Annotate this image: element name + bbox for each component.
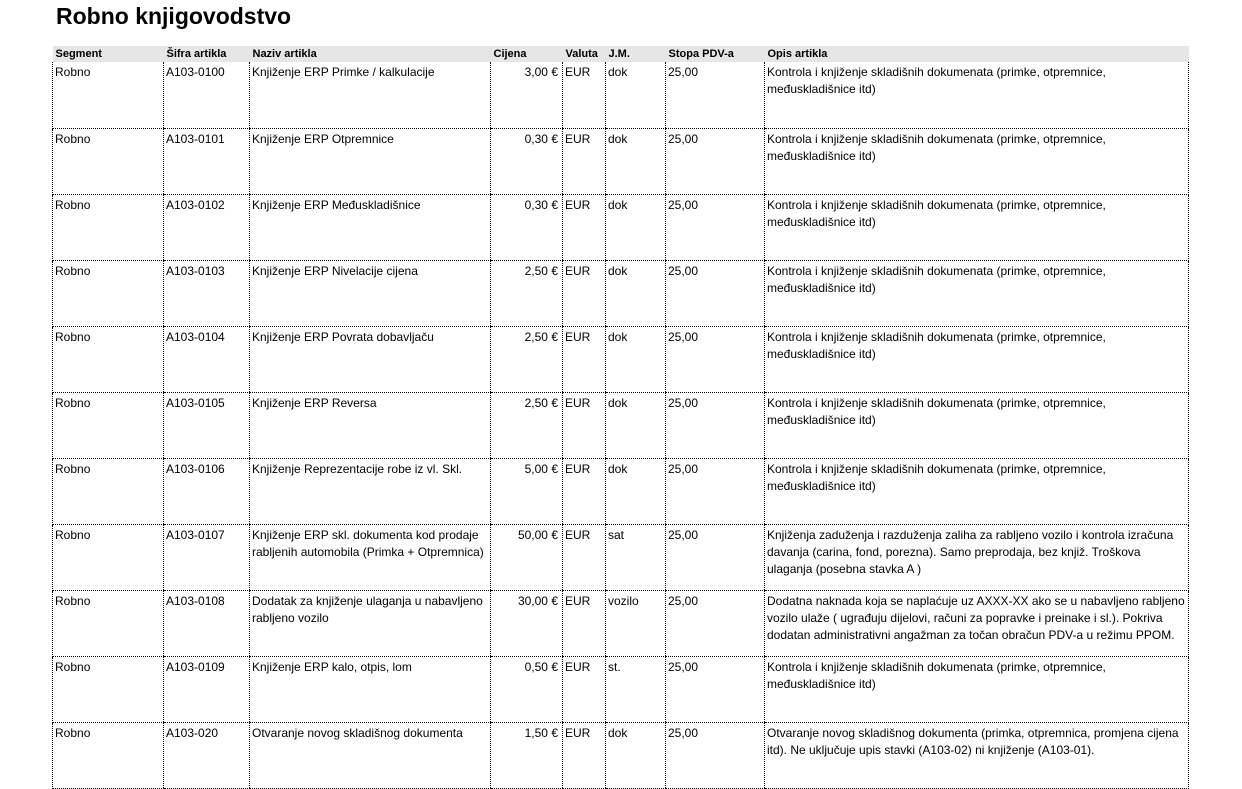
- cell-naziv-text: Knjiženje ERP Međuskladišnice: [252, 197, 421, 212]
- cell-sifra-text: A103-0101: [166, 131, 225, 146]
- cell-naziv: [250, 392, 491, 458]
- cell-pdv: [666, 326, 765, 392]
- cell-pdv-text: 25,00: [668, 131, 699, 146]
- cell-valuta: [563, 326, 606, 392]
- cell-sifra-text: A103-020: [166, 725, 219, 740]
- cell-jm: [606, 524, 666, 590]
- cell-jm: [606, 392, 666, 458]
- cell-opis: [765, 722, 1189, 788]
- cell-jm-text: dok: [608, 263, 628, 278]
- cell-opis-text: Otvaranje novog skladišnog dokumenta (primka, otpremnica, promjena cijena itd). Ne uključuje upis stavki (A103-02) ni knjiženje (A103-01).: [767, 725, 1179, 757]
- cell-segment: [53, 656, 164, 722]
- cell-naziv-text: Knjiženje ERP kalo, otpis, lom: [252, 659, 412, 674]
- cell-sifra: [164, 62, 250, 128]
- cell-sifra-text: A103-0103: [166, 263, 225, 278]
- table-row: [53, 260, 1189, 326]
- table-row: [53, 524, 1189, 590]
- cell-naziv-text: Knjiženje Reprezentacije robe iz vl. Skl.: [252, 461, 463, 476]
- cell-sifra-text: A103-0109: [166, 659, 225, 674]
- cell-jm: [606, 590, 666, 656]
- cell-sifra-text: A103-0108: [166, 593, 225, 608]
- column-header-segment: Segment: [55, 48, 102, 60]
- cell-pdv: [666, 128, 765, 194]
- cell-segment: [53, 62, 164, 128]
- page-title: Robno knjigovodstvo: [56, 3, 292, 29]
- cell-pdv: [666, 392, 765, 458]
- cell-jm-text: dok: [608, 65, 628, 79]
- cell-segment-text: Robno: [55, 593, 91, 608]
- table-row: [53, 722, 1189, 788]
- cell-cijena: [491, 458, 563, 524]
- cell-opis-text: Kontrola i knjiženje skladišnih dokumenata (primke, otpremnice, međuskladišnice itd): [767, 395, 1106, 427]
- cell-sifra-text: A103-0107: [166, 527, 225, 542]
- cell-pdv: [666, 458, 765, 524]
- cell-cijena: [491, 392, 563, 458]
- cell-opis: [765, 128, 1189, 194]
- cell-segment-text: Robno: [55, 329, 91, 344]
- cell-cijena-text: 0,30 €: [524, 131, 558, 146]
- cell-segment: [53, 458, 164, 524]
- column-header-cijena: Cijena: [493, 48, 527, 60]
- cell-jm-text: dok: [608, 395, 628, 410]
- cell-sifra: [164, 722, 250, 788]
- cell-valuta-text: EUR: [565, 263, 591, 278]
- cell-naziv-text: Knjiženje ERP Povrata dobavljaču: [252, 329, 434, 344]
- cell-pdv-text: 25,00: [668, 65, 699, 79]
- cell-cijena: [491, 194, 563, 260]
- column-header-sifra: Šifra artikla: [166, 48, 227, 60]
- cell-cijena: [491, 524, 563, 590]
- cell-valuta-text: EUR: [565, 461, 591, 476]
- cell-opis: [765, 656, 1189, 722]
- cell-cijena: [491, 260, 563, 326]
- cell-segment-text: Robno: [55, 461, 91, 476]
- cell-segment-text: Robno: [55, 395, 91, 410]
- cell-naziv: [250, 260, 491, 326]
- cell-valuta: [563, 392, 606, 458]
- cell-sifra-text: A103-0105: [166, 395, 225, 410]
- cell-jm-text: vozilo: [608, 593, 639, 608]
- cell-valuta-text: EUR: [565, 527, 591, 542]
- cell-valuta: [563, 524, 606, 590]
- cell-valuta: [563, 656, 606, 722]
- cell-naziv: [250, 194, 491, 260]
- cell-cijena-text: 1,50 €: [524, 725, 558, 740]
- cell-cijena: [491, 722, 563, 788]
- cell-jm: [606, 458, 666, 524]
- cell-naziv: [250, 524, 491, 590]
- cell-segment: [53, 392, 164, 458]
- cell-opis: [765, 194, 1189, 260]
- cell-sifra-text: A103-0104: [166, 329, 225, 344]
- cell-pdv-text: 25,00: [668, 659, 699, 674]
- cell-opis: [765, 524, 1189, 590]
- column-header-jm: J.M.: [608, 48, 630, 60]
- cell-segment: [53, 722, 164, 788]
- column-header-opis: Opis artikla: [767, 48, 828, 60]
- table-row: [53, 62, 1189, 128]
- table-row: [53, 458, 1189, 524]
- cell-valuta: [563, 458, 606, 524]
- cell-naziv: [250, 458, 491, 524]
- cell-opis: [765, 326, 1189, 392]
- cell-valuta-text: EUR: [565, 395, 591, 410]
- cell-segment-text: Robno: [55, 527, 91, 542]
- cell-cijena-text: 50,00 €: [517, 527, 558, 542]
- cell-valuta-text: EUR: [565, 725, 591, 740]
- cell-opis-text: Kontrola i knjiženje skladišnih dokumenata (primke, otpremnice, međuskladišnice itd): [767, 461, 1106, 493]
- price-table: [52, 46, 1189, 789]
- cell-jm: [606, 194, 666, 260]
- cell-sifra: [164, 590, 250, 656]
- cell-jm-text: dok: [608, 461, 628, 476]
- cell-cijena: [491, 590, 563, 656]
- table-row: [53, 656, 1189, 722]
- cell-opis-text: Kontrola i knjiženje skladišnih dokumenata (primke, otpremnice, međuskladišnice itd): [767, 659, 1106, 691]
- cell-naziv-text: Knjiženje ERP Otpremnice: [252, 131, 394, 146]
- cell-pdv: [666, 590, 765, 656]
- cell-pdv: [666, 194, 765, 260]
- cell-valuta: [563, 194, 606, 260]
- column-header-pdv: Stopa PDV-a: [668, 48, 734, 60]
- cell-jm-text: dok: [608, 131, 628, 146]
- cell-cijena: [491, 656, 563, 722]
- cell-cijena-text: 2,50 €: [524, 395, 558, 410]
- column-header-naziv: Naziv artikla: [252, 48, 317, 60]
- cell-naziv: [250, 590, 491, 656]
- cell-cijena-text: 0,50 €: [524, 659, 558, 674]
- cell-naziv: [250, 722, 491, 788]
- cell-pdv-text: 25,00: [668, 197, 699, 212]
- cell-valuta: [563, 128, 606, 194]
- cell-cijena: [491, 326, 563, 392]
- cell-opis: [765, 260, 1189, 326]
- cell-cijena-text: 0,30 €: [524, 197, 558, 212]
- cell-valuta-text: EUR: [565, 593, 591, 608]
- cell-jm: [606, 260, 666, 326]
- cell-opis: [765, 392, 1189, 458]
- cell-naziv: [250, 656, 491, 722]
- cell-naziv: [250, 326, 491, 392]
- table-row: [53, 128, 1189, 194]
- cell-cijena-text: 5,00 €: [524, 461, 558, 476]
- cell-sifra: [164, 458, 250, 524]
- cell-opis: [765, 62, 1189, 128]
- cell-valuta-text: EUR: [565, 197, 591, 212]
- table-row: [53, 392, 1189, 458]
- cell-pdv-text: 25,00: [668, 527, 699, 542]
- cell-pdv-text: 25,00: [668, 461, 699, 476]
- cell-pdv: [666, 260, 765, 326]
- cell-naziv-text: Otvaranje novog skladišnog dokumenta: [252, 725, 463, 740]
- cell-jm: [606, 326, 666, 392]
- cell-sifra: [164, 656, 250, 722]
- cell-segment: [53, 326, 164, 392]
- cell-segment: [53, 524, 164, 590]
- cell-pdv-text: 25,00: [668, 329, 699, 344]
- cell-sifra-text: A103-0106: [166, 461, 225, 476]
- cell-jm-text: st.: [608, 659, 621, 674]
- cell-sifra-text: A103-0102: [166, 197, 225, 212]
- cell-cijena-text: 3,00 €: [524, 65, 558, 79]
- cell-jm-text: dok: [608, 197, 628, 212]
- cell-jm: [606, 656, 666, 722]
- cell-pdv-text: 25,00: [668, 263, 699, 278]
- cell-cijena-text: 30,00 €: [517, 593, 558, 608]
- cell-jm: [606, 722, 666, 788]
- cell-jm-text: dok: [608, 725, 628, 740]
- cell-opis-text: Kontrola i knjiženje skladišnih dokumenata (primke, otpremnice, međuskladišnice itd): [767, 263, 1106, 295]
- cell-pdv: [666, 722, 765, 788]
- cell-valuta-text: EUR: [565, 659, 591, 674]
- cell-naziv-text: Knjiženje ERP Nivelacije cijena: [252, 263, 418, 278]
- cell-naziv: [250, 128, 491, 194]
- cell-opis-text: Kontrola i knjiženje skladišnih dokumenata (primke, otpremnice, međuskladišnice itd): [767, 65, 1106, 96]
- cell-naziv: [250, 62, 491, 128]
- cell-cijena-text: 2,50 €: [524, 263, 558, 278]
- cell-jm: [606, 128, 666, 194]
- cell-valuta-text: EUR: [565, 329, 591, 344]
- cell-jm-text: dok: [608, 329, 628, 344]
- cell-opis-text: Kontrola i knjiženje skladišnih dokumenata (primke, otpremnice, međuskladišnice itd): [767, 131, 1106, 163]
- cell-valuta: [563, 590, 606, 656]
- table-row: [53, 194, 1189, 260]
- cell-sifra: [164, 524, 250, 590]
- cell-cijena-text: 2,50 €: [524, 329, 558, 344]
- cell-valuta: [563, 722, 606, 788]
- cell-pdv-text: 25,00: [668, 593, 699, 608]
- cell-segment-text: Robno: [55, 263, 91, 278]
- cell-opis-text: Kontrola i knjiženje skladišnih dokumenata (primke, otpremnice, međuskladišnice itd): [767, 197, 1106, 229]
- cell-sifra-text: A103-0100: [166, 65, 225, 79]
- table-row: [53, 326, 1189, 392]
- cell-segment: [53, 128, 164, 194]
- cell-opis: [765, 458, 1189, 524]
- cell-segment: [53, 194, 164, 260]
- cell-valuta-text: EUR: [565, 131, 591, 146]
- cell-opis: [765, 590, 1189, 656]
- cell-pdv: [666, 524, 765, 590]
- cell-naziv-text: Knjiženje ERP Reversa: [252, 395, 377, 410]
- table-row: [53, 590, 1189, 656]
- cell-sifra: [164, 326, 250, 392]
- cell-segment-text: Robno: [55, 131, 91, 146]
- cell-valuta-text: EUR: [565, 65, 591, 79]
- cell-segment-text: Robno: [55, 725, 91, 740]
- cell-segment-text: Robno: [55, 197, 91, 212]
- table-body: [53, 62, 1189, 788]
- cell-segment-text: Robno: [55, 65, 91, 79]
- cell-pdv: [666, 62, 765, 128]
- cell-naziv-text: Knjiženje ERP Primke / kalkulacije: [252, 65, 435, 79]
- cell-sifra: [164, 392, 250, 458]
- cell-sifra: [164, 260, 250, 326]
- cell-valuta: [563, 62, 606, 128]
- table-header-row: [53, 46, 1189, 62]
- cell-jm: [606, 62, 666, 128]
- cell-opis-text: Dodatna naknada koja se naplaćuje uz AXXX-XX ako se u nabavljeno rabljeno vozilo ulaže ( ugrađuju dijelovi, računi za popravke i preinake i sl.). Pokriva dodatan administrativni angažman za točan obračun PDV-a u režimu PPOM.: [767, 593, 1185, 642]
- cell-opis-text: Knjiženja zaduženja i razduženja zaliha za rabljeno vozilo i kontrola izračuna davanja (carina, fond, porezna). Samo preprodaja, bez knjiž. Troškova ulaganja (posebna stavka A ): [767, 527, 1174, 576]
- cell-jm-text: sat: [608, 527, 625, 542]
- cell-naziv-text: Dodatak za knjiženje ulaganja u nabavljeno rabljeno vozilo: [252, 593, 483, 625]
- cell-pdv: [666, 656, 765, 722]
- cell-valuta: [563, 260, 606, 326]
- cell-segment: [53, 260, 164, 326]
- cell-cijena: [491, 128, 563, 194]
- cell-segment: [53, 590, 164, 656]
- cell-sifra: [164, 194, 250, 260]
- column-header-valuta: Valuta: [565, 48, 598, 60]
- cell-pdv-text: 25,00: [668, 395, 699, 410]
- cell-segment-text: Robno: [55, 659, 91, 674]
- cell-pdv-text: 25,00: [668, 725, 699, 740]
- cell-sifra: [164, 128, 250, 194]
- cell-opis-text: Kontrola i knjiženje skladišnih dokumenata (primke, otpremnice, međuskladišnice itd): [767, 329, 1106, 361]
- cell-naziv-text: Knjiženje ERP skl. dokumenta kod prodaje rabljenih automobila (Primka + Otpremnica): [252, 527, 484, 559]
- cell-cijena: [491, 62, 563, 128]
